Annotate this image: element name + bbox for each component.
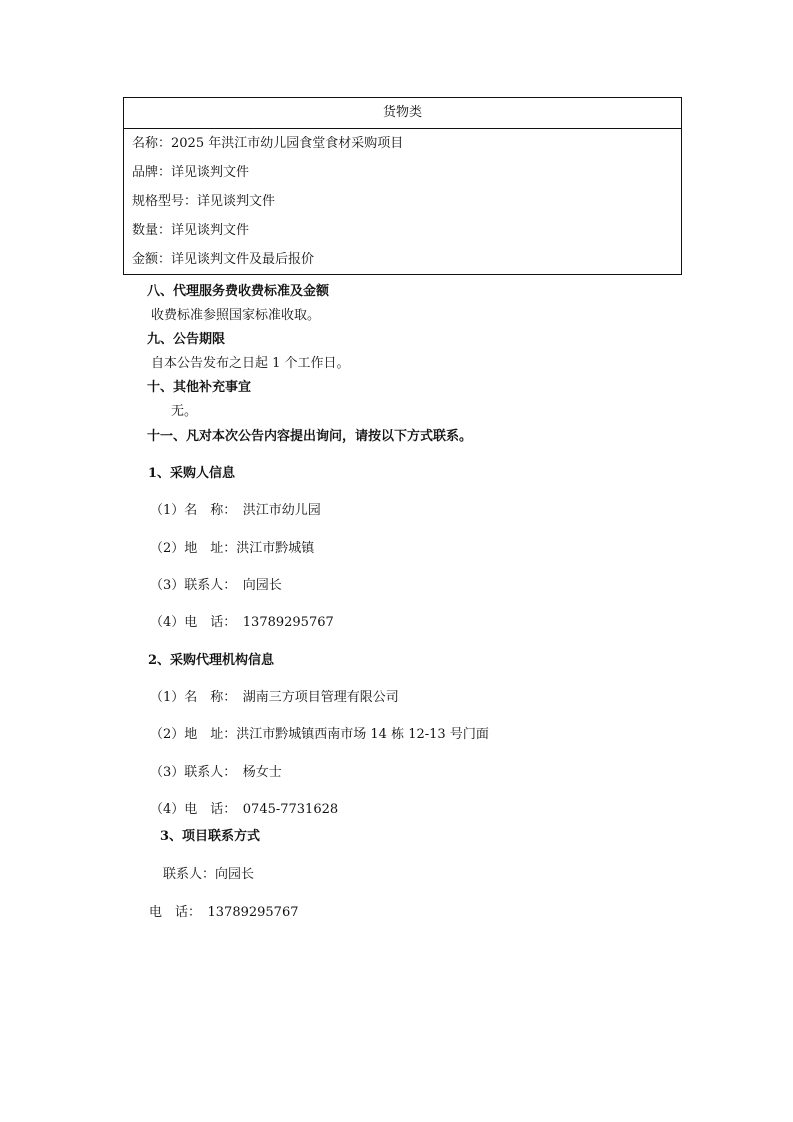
section8-title: 八、代理服务费收费标准及金额 (147, 284, 330, 299)
goods-row-quantity: 数量：详见谈判文件 (132, 222, 250, 238)
section10-title: 十、其他补充事宜 (147, 380, 252, 395)
section9-body: 自本公告发布之日起 1 个工作日。 (151, 356, 350, 371)
agency-title: 2、采购代理机构信息 (148, 653, 275, 668)
purchaser-phone: （4）电 话： 13789295767 (150, 615, 334, 630)
purchaser-title: 1、采购人信息 (148, 466, 236, 481)
agency-phone: （4）电 话： 0745-7731628 (150, 802, 339, 817)
goods-table (123, 97, 682, 275)
section11-title: 十一、凡对本次公告内容提出询问，请按以下方式联系。 (147, 429, 473, 444)
agency-contact: （3）联系人： 杨女士 (150, 765, 282, 780)
goods-row-spec: 规格型号：详见谈判文件 (132, 193, 276, 209)
section10-body: 无。 (171, 404, 198, 419)
purchaser-name: （1）名 称： 洪江市幼儿园 (150, 503, 321, 518)
project-contact-title: 3、项目联系方式 (160, 829, 261, 844)
purchaser-contact: （3）联系人： 向园长 (150, 578, 282, 593)
project-contact-phone: 电 话： 13789295767 (149, 905, 299, 920)
agency-name: （1）名 称： 湖南三方项目管理有限公司 (150, 690, 399, 705)
agency-address: （2）地 址：洪江市黔城镇西南市场 14 栋 12-13 号门面 (150, 727, 489, 742)
goods-row-brand: 品牌：详见谈判文件 (132, 164, 250, 180)
purchaser-address: （2）地 址：洪江市黔城镇 (150, 541, 315, 556)
goods-row-name: 名称：2025 年洪江市幼儿园食堂食材采购项目 (132, 135, 404, 151)
section8-body: 收费标准参照国家标准收取。 (151, 308, 321, 323)
goods-table-header: 货物类 (124, 98, 682, 129)
section9-title: 九、公告期限 (147, 332, 226, 347)
goods-row-amount: 金额：详见谈判文件及最后报价 (132, 251, 315, 267)
project-contact-person: 联系人：向园长 (163, 867, 255, 882)
